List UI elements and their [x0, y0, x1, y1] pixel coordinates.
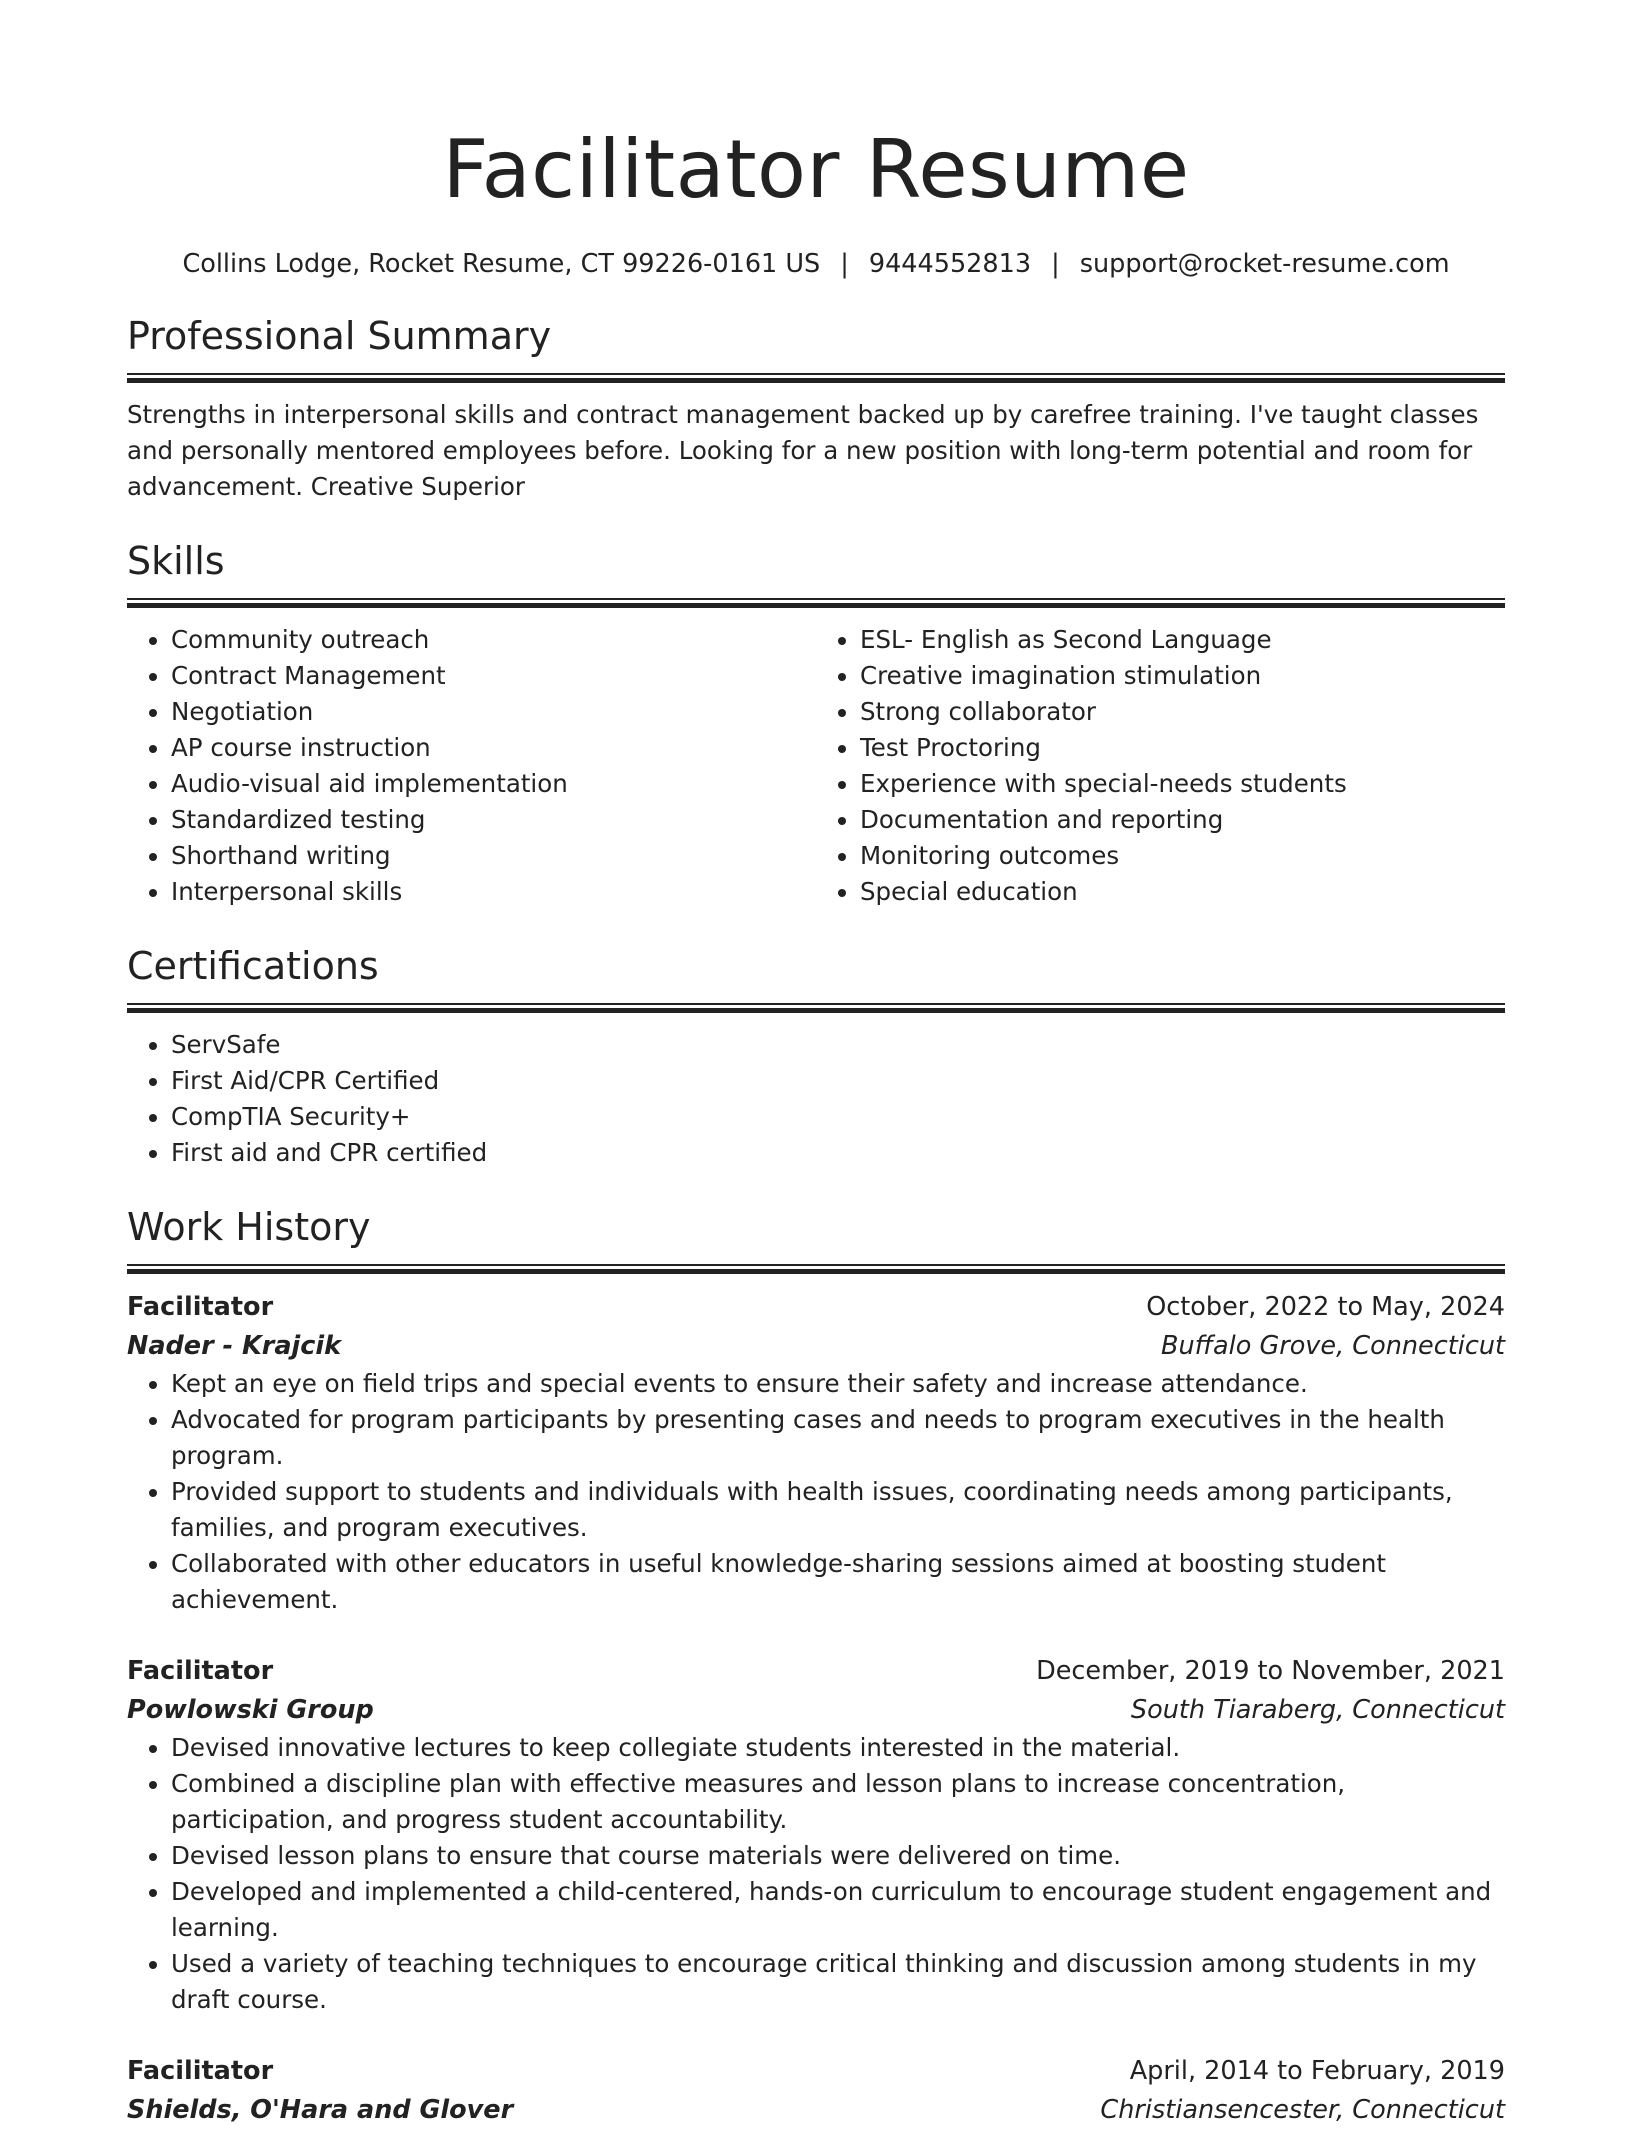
skills-section [127, 537, 1505, 910]
job-duty-item: • Devised innovative lectures to keep collegiate students interested in the material. [171, 1730, 1505, 1766]
skill-item: • Special education [860, 874, 1505, 910]
contact-separator: | [840, 249, 849, 279]
contact-email[interactable]: support@rocket-resume.com [1079, 249, 1450, 279]
contact-line [127, 248, 1505, 280]
section-divider [127, 373, 1505, 383]
job-duty-item: • Provided support to students and individuals with health issues, coordinating needs among participants, families, and program executives. [171, 1474, 1505, 1546]
summary-section [127, 312, 1505, 505]
skill-item: • Contract Management [171, 658, 816, 694]
contact-separator: | [1051, 249, 1060, 279]
section-heading: Skills [127, 539, 225, 583]
job-company: Nader - Krajcik [127, 1331, 342, 1361]
job-duties-list [127, 1366, 1505, 1618]
job-duty-item: • Combined a discipline plan with effective measures and lesson plans to increase concentration, participation, and progress student accountability. [171, 1766, 1505, 1838]
summary-text: Strengths in interpersonal skills and contract management backed up by carefree training. I've taught classes and personally mentored employees before. Looking for a new position with long-term potential and room for advancement. Creative Superior [127, 400, 1479, 501]
certification-item: • ServSafe [171, 1027, 1505, 1063]
job-location: South Tiaraberg, Connecticut [1130, 1695, 1505, 1725]
skills-list-right [816, 622, 1505, 910]
job-duty-item: • Devised lesson plans to ensure that course materials were delivered on time. [171, 1838, 1505, 1874]
contact-address: Collins Lodge, Rocket Resume, CT 99226-0161 US [182, 249, 821, 279]
job-entry [127, 1652, 1505, 2018]
certification-item: • CompTIA Security+ [171, 1099, 1505, 1135]
section-divider [127, 598, 1505, 608]
job-title: Facilitator [127, 1292, 274, 1322]
skills-list-left [127, 622, 816, 910]
job-dates: April, 2014 to February, 2019 [1129, 2056, 1505, 2086]
skill-item: • Monitoring outcomes [860, 838, 1505, 874]
skill-item: • Negotiation [171, 694, 816, 730]
skill-item: • Strong collaborator [860, 694, 1505, 730]
job-location: Buffalo Grove, Connecticut [1160, 1331, 1505, 1361]
job-duty-item: • Advocated for program participants by presenting cases and needs to program executives in the health program. [171, 1402, 1505, 1474]
job-duties-list [127, 1730, 1505, 2018]
job-entry [127, 1288, 1505, 1618]
section-divider [127, 1264, 1505, 1274]
job-location: Christiansencester, Connecticut [1100, 2095, 1505, 2125]
skill-item: • AP course instruction [171, 730, 816, 766]
skill-item: • Documentation and reporting [860, 802, 1505, 838]
job-duty-item: • Collaborated with other educators in useful knowledge-sharing sessions aimed at boosting student achievement. [171, 1546, 1505, 1618]
certifications-list [127, 1027, 1505, 1171]
skill-item: • Shorthand writing [171, 838, 816, 874]
contact-phone: 9444552813 [868, 249, 1032, 279]
skill-item: • Test Proctoring [860, 730, 1505, 766]
job-duty-item: • Kept an eye on field trips and special events to ensure their safety and increase attendance. [171, 1366, 1505, 1402]
skill-item: • Experience with special-needs students [860, 766, 1505, 802]
section-heading: Professional Summary [127, 314, 552, 358]
job-title: Facilitator [127, 1656, 274, 1686]
work-history-section [127, 1203, 1505, 2130]
job-duty-item: • Developed and implemented a child-centered, hands-on curriculum to encourage student engagement and learning. [171, 1874, 1505, 1946]
skill-item: • Community outreach [171, 622, 816, 658]
skill-item: • Standardized testing [171, 802, 816, 838]
job-dates: December, 2019 to November, 2021 [1036, 1656, 1505, 1686]
certifications-section [127, 942, 1505, 1171]
certification-item: • First Aid/CPR Certified [171, 1063, 1505, 1099]
job-duty-item: • Used a variety of teaching techniques to encourage critical thinking and discussion among students in my draft course. [171, 1946, 1505, 2018]
skill-item: • Audio-visual aid implementation [171, 766, 816, 802]
job-company: Shields, O'Hara and Glover [127, 2095, 514, 2125]
section-divider [127, 1003, 1505, 1013]
job-company: Powlowski Group [127, 1695, 374, 1725]
skill-item: • Interpersonal skills [171, 874, 816, 910]
skill-item: • ESL- English as Second Language [860, 622, 1505, 658]
skill-item: • Creative imagination stimulation [860, 658, 1505, 694]
job-entry [127, 2052, 1505, 2130]
section-heading: Work History [127, 1205, 371, 1249]
resume-title: Facilitator Resume [442, 123, 1190, 216]
certification-item: • First aid and CPR certified [171, 1135, 1505, 1171]
job-dates: October, 2022 to May, 2024 [1146, 1292, 1505, 1322]
section-heading: Certifications [127, 944, 379, 988]
job-title: Facilitator [127, 2056, 274, 2086]
